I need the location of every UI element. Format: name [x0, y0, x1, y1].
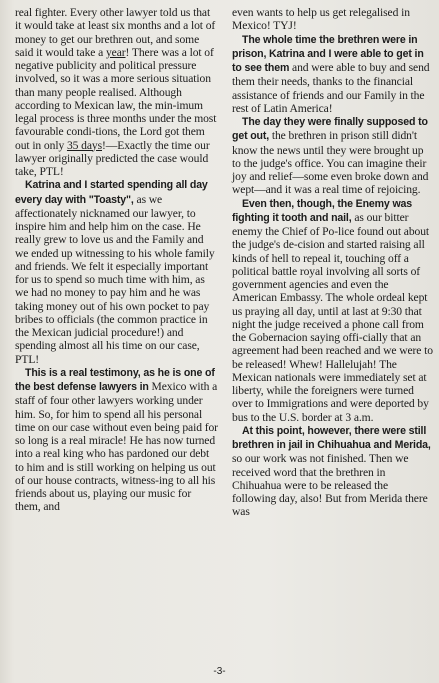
text-run: and were able to buy and send them their needs, thanks to the financial assistance of friends and our Family in the rest of Latin America!: [232, 61, 430, 115]
text-run: Mexico with a staff of four other lawyers working under him. So, for him to spend all his personal time on our case without even being paid for so long is a real miracle! He has now turned into a real king who has pardoned our debt to him and is still working on helping us out of our house contracts, witness-ing to all his friends about us, playing our music for them, and: [15, 380, 218, 514]
text-run: real fighter. Every other lawyer told us that it would take at least six months and a lot of money to get our brethren out, and some said it would take a: [15, 6, 216, 59]
bold-lead-in: Katrina and I started spending all day every day with "Toasty",: [15, 179, 208, 206]
bold-lead-in: The day they were finally supposed to get out,: [232, 116, 428, 143]
text-run: !—Exactly the time our lawyer originally predicted the case would take, PTL!: [15, 138, 210, 178]
left-paragraph-3: [15, 366, 219, 514]
right-paragraph-3: [232, 115, 433, 197]
text-run: so our work was not finished. Then we received word that the brethren in Chihuahua were to be released the following day, also! But from Merida there was: [232, 452, 428, 519]
right-column: [232, 6, 433, 519]
right-paragraph-2: [232, 33, 433, 116]
text-run: the brethren in prison still didn't know the news until they were brought up to the judge's office. You can imagine their joy and relief—some even broke down and wept—and it was a real time of rejoicing.: [232, 129, 429, 197]
left-paragraph-2: [15, 178, 219, 366]
text-run: as we affectionately nicknamed our lawyer, to inspire him and help him on the case. He really grew to love us and the Family and we ended up witnessing to his whole family and friends. We felt it especially important for us to spend so much time with him, as we had no money to pay him and he was taking money out of his own pocket to pay bribes to officials (the common practice in the Mexican judicial procedure!) and spending almost all his time on our case, PTL!: [15, 192, 215, 366]
text-run: as our bitter enemy the Chief of Po-lice found out about the judge's de-cision and started raising all kinds of hell to repeal it, touching off a political battle royal involving all sorts of government agencies and even the American Embassy. The whole ordeal kept us praying all day, until at last at 9:30 that night the judge received a phone call from the Gobernacion saying offi-cially that an agreement had been reached and we were to be released! Whew! Hallelujah! The Mexican nationals were immediately set at liberty, while the foreigners were turned over to Immigrations and were deported by bus to the U.S. border at 3 a.m.: [232, 210, 433, 424]
bold-lead-in: The whole time the brethren were in prison, Katrina and I were able to get in to see them: [232, 33, 424, 74]
text-run: ! There was a lot of negative publicity and political pressure involved, so it was a more serious situation than many people realised. Although according to Mexican law, the min-imum legal process is three months under the most favourable condi-tions, the Lord got them out in only: [15, 45, 217, 152]
left-column: [15, 6, 219, 514]
underlined-phrase-days: 35 days: [66, 138, 102, 152]
right-paragraph-5: [232, 424, 433, 519]
bold-lead-in: Even then, though, the Enemy was fighting it tooth and nail,: [232, 197, 413, 224]
right-paragraph-4: [232, 197, 433, 424]
bold-lead-in: This is a real testimony, as he is one of the best defense lawyers in: [15, 366, 215, 393]
underlined-word-year: year: [105, 45, 126, 59]
left-paragraph-1: [15, 6, 219, 178]
page-number: -3-: [213, 666, 226, 677]
right-paragraph-1: even wants to help us get relegalised in Mexico! TYJ!: [232, 6, 410, 33]
bold-lead-in: At this point, however, there were still brethren in jail in Chihuahua and Merida,: [232, 424, 431, 451]
